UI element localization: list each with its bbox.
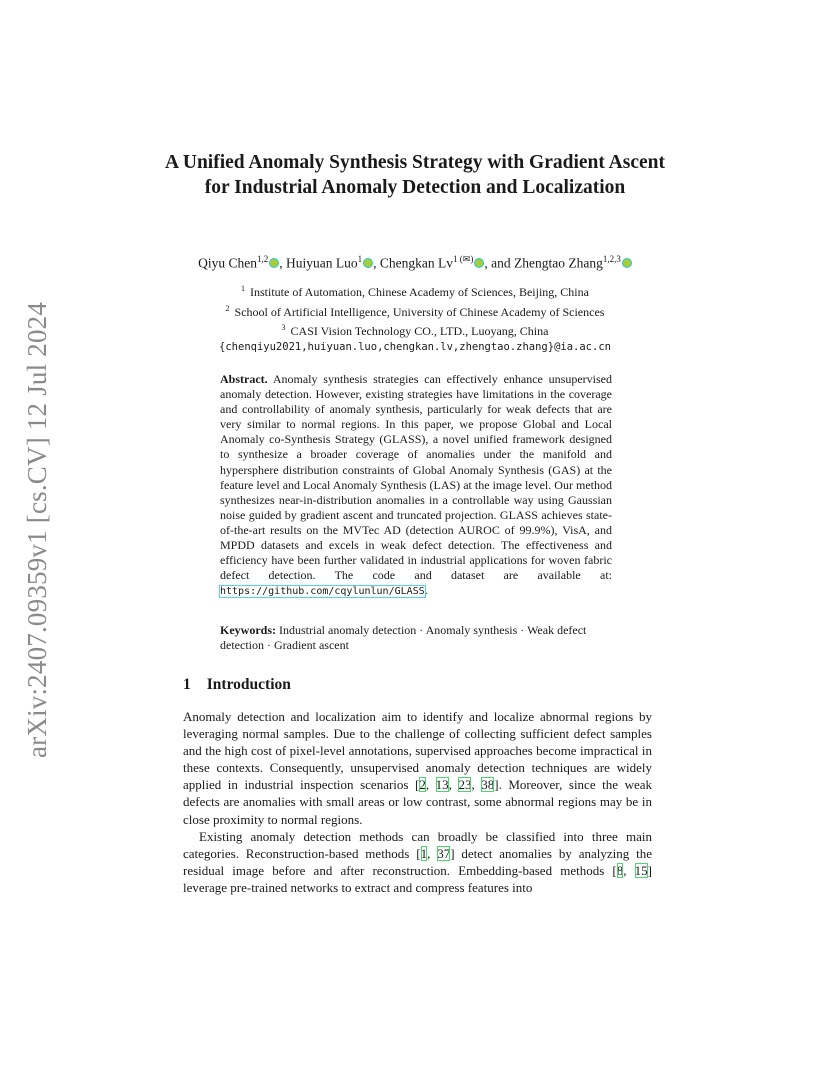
paragraph-text: Existing anomaly detection methods can broadly be classified into three main categories. Reconstruction-based methods [ — [183, 828, 652, 861]
arxiv-id[interactable]: arXiv:2407.09359v1 [cs.CV] 12 Jul 2024 — [22, 301, 52, 758]
citation-separator: , — [448, 777, 459, 793]
author-affil-marker: 1 — [357, 254, 363, 264]
arxiv-stamp — [18, 300, 60, 760]
citation-link[interactable]: 8 — [616, 862, 624, 878]
paragraph-text: ] leverage pre-trained networks to extract and compress features into — [183, 862, 652, 895]
author-name: Zhengtao Zhang — [513, 255, 603, 271]
affiliation-text: School of Artificial Intelligence, University of Chinese Academy of Sciences — [234, 304, 605, 319]
citation-link[interactable]: 15 — [634, 862, 648, 878]
citation-separator: , — [623, 862, 635, 878]
author-separator: , — [373, 255, 380, 271]
abstract-end: . — [424, 583, 428, 598]
affiliation-text: Institute of Automation, Chinese Academy of Sciences, Beijing, China — [250, 285, 589, 299]
abstract-text: Anomaly synthesis strategies can effectively enhance unsupervised anomaly detection. However, existing strategies have limitations in the coverage and controllability of anomaly synthesis, particularly for weak defects that are very similar to normal regions. In this paper, we propose Global and Local Anomaly co-Synthesis Strategy (GLASS), a novel unified framework designed to synthesize a broader coverage of anomalies under the manifold and hypersphere distribution constraints of Global Anomaly Synthesis (GAS) at the feature level and Local Anomaly Synthesis (LAS) at the image level. Our method synthesizes near-in-distribution anomalies in a controllable way using Gaussian noise guided by gradient ascent and truncated projection. GLASS achieves state-of-the-art results on the MVTec AD (detection AUROC of 99.9%), VisA, and MPDD datasets and excels in weak defect detection. The effectiveness and efficiency have been further validated in industrial applications for woven fabric defect detection. The code and dataset are available at: — [220, 372, 613, 583]
affiliation — [150, 301, 680, 321]
keywords-label: Keywords: — [220, 623, 276, 637]
section-body — [183, 708, 652, 896]
citation-link[interactable]: 38 — [481, 777, 495, 793]
paragraph — [183, 708, 652, 828]
citation-separator: , — [427, 845, 438, 861]
author-name: Huiyuan Luo — [286, 255, 358, 271]
author-affil-marker: 1,2,3 — [602, 254, 621, 264]
citation-link[interactable]: 2 — [419, 777, 426, 793]
author-affil-marker: 1 (✉) — [453, 254, 474, 264]
affiliation — [150, 320, 680, 340]
author-emails: {chenqiyu2021,huiyuan.luo,chengkan.lv,zhengtao.zhang}@ia.ac.cn — [219, 340, 611, 353]
citation-link[interactable]: 37 — [437, 845, 451, 861]
affiliation-number: 2 — [225, 303, 230, 313]
paragraph-text: Anomaly detection and localization aim to identify and localize abnormal regions by leveraging normal samples. Due to the challenge of collecting sufficient defect samples and the high cost of pixel-level annotations, supervised approaches become impractical in these contexts. Consequently, unsupervised anomaly detection techniques are widely applied in industrial inspection scenarios [ — [183, 709, 652, 793]
orcid-icon[interactable] — [622, 258, 632, 268]
orcid-icon[interactable] — [474, 258, 484, 268]
author-affil-marker: 1,2 — [257, 254, 269, 264]
abstract — [220, 372, 612, 599]
citation-separator: , — [425, 777, 436, 793]
affiliation — [150, 281, 680, 301]
author-separator: , and — [484, 255, 514, 271]
affiliation-number: 1 — [241, 284, 246, 293]
affiliation-text: CASI Vision Technology CO., LTD., Luoyang, China — [290, 324, 549, 338]
keywords-text: Industrial anomaly detection · Anomaly synthesis · Weak defect detection · Gradient ascent — [220, 623, 587, 653]
section-title: Introduction — [206, 676, 291, 693]
code-link[interactable]: https://github.com/cqylunlun/GLASS — [220, 586, 425, 598]
keywords — [220, 623, 612, 653]
abstract-label: Abstract. — [220, 372, 268, 386]
orcid-icon[interactable] — [363, 258, 373, 268]
section-number: 1 — [183, 676, 191, 693]
author-list — [150, 254, 680, 272]
paper-title: A Unified Anomaly Synthesis Strategy with Gradient Ascent for Industrial Anomaly Detection and Localization — [165, 152, 665, 198]
citation-separator: , — [471, 777, 482, 793]
affiliations — [150, 281, 680, 355]
author-name: Chengkan Lv — [379, 255, 454, 271]
citation-link[interactable]: 23 — [458, 777, 472, 793]
citation-link[interactable]: 1 — [420, 845, 428, 861]
paragraph-text: ] detect anomalies by analyzing the residual image before and after reconstruction. Embedding-based methods [ — [183, 845, 653, 878]
affiliation-number: 3 — [281, 323, 286, 332]
orcid-icon[interactable] — [269, 258, 279, 268]
citation-link[interactable]: 13 — [435, 777, 449, 793]
paragraph-text: ]. Moreover, since the weak defects are anomalies with small areas or low contrast, some abnormal regions may be in close proximity to normal regions. — [183, 777, 652, 827]
author-separator: , — [279, 255, 287, 271]
paragraph — [183, 828, 652, 896]
section-heading — [183, 676, 291, 694]
author-name: Qiyu Chen — [198, 255, 258, 271]
